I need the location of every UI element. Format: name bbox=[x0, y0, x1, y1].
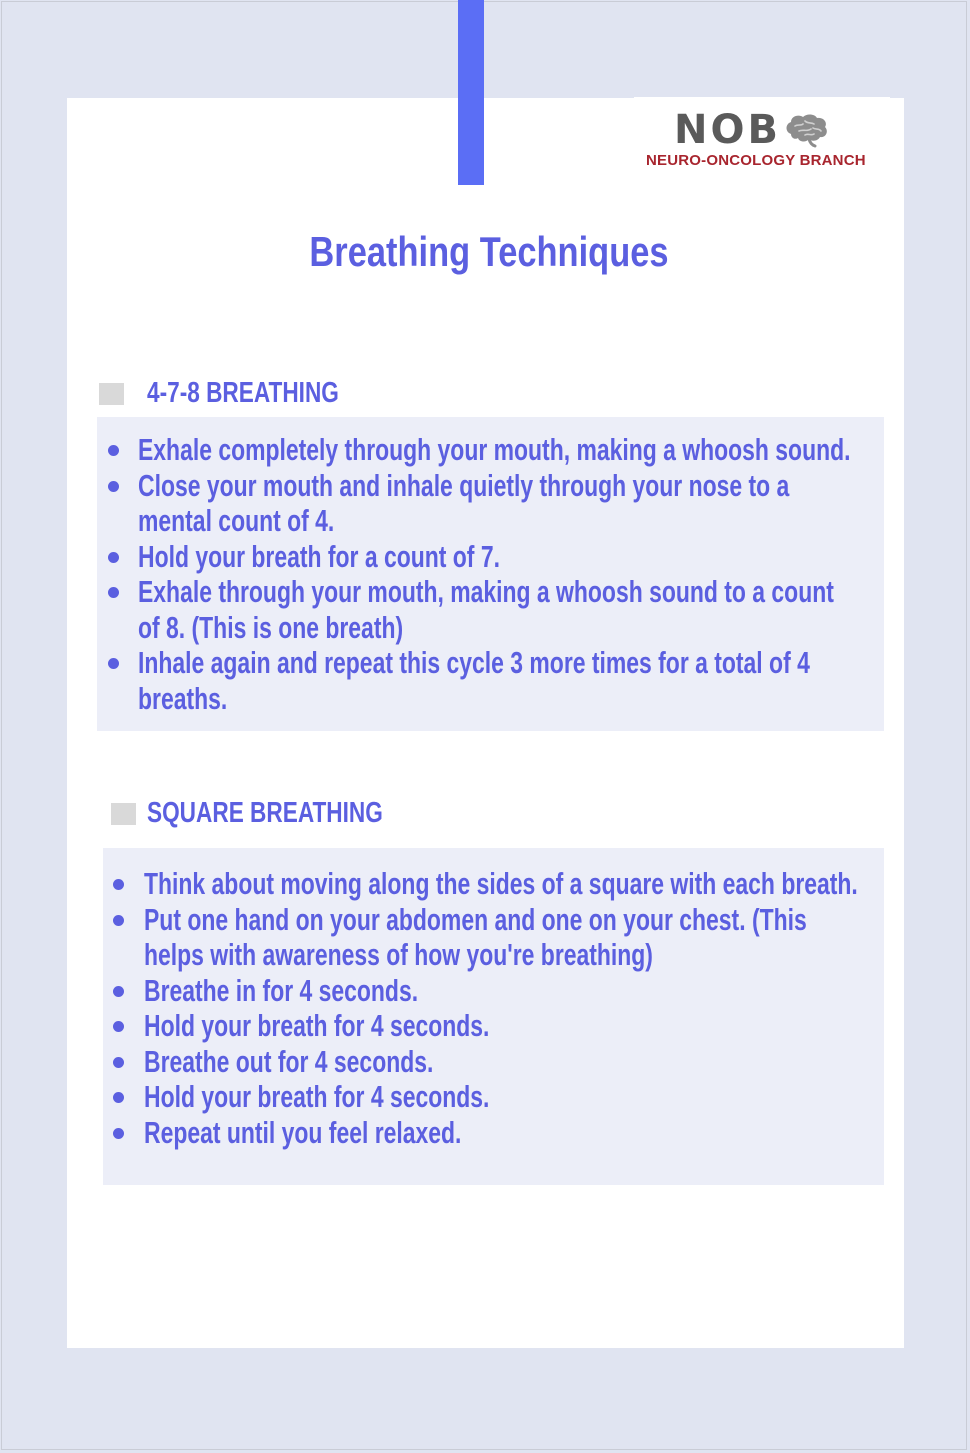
bullet-icon bbox=[108, 445, 119, 456]
brain-icon bbox=[783, 112, 829, 148]
section-heading-text: 4-7-8 BREATHING bbox=[147, 377, 339, 409]
bullet-icon bbox=[108, 552, 119, 563]
section-box-478 bbox=[97, 417, 884, 731]
list-item: Repeat until you feel relaxed. bbox=[103, 1115, 884, 1151]
heading-marker-icon bbox=[99, 383, 124, 405]
nob-logo bbox=[634, 97, 890, 177]
bullet-icon bbox=[113, 1021, 124, 1032]
section-heading-478 bbox=[99, 377, 393, 410]
instruction-list bbox=[103, 848, 884, 1150]
list-item: Exhale completely through your mouth, making a whoosh sound. bbox=[97, 432, 884, 468]
bullet-icon bbox=[113, 1128, 124, 1139]
section-heading-square bbox=[111, 797, 449, 830]
logo-subtitle: NEURO-ONCOLOGY BRANCH bbox=[646, 152, 866, 169]
section-heading-text: SQUARE BREATHING bbox=[147, 797, 383, 829]
list-item: Exhale through your mouth, making a whoosh sound to a count of 8. (This is one breath) bbox=[97, 574, 884, 645]
bullet-icon bbox=[108, 587, 119, 598]
instruction-list bbox=[97, 417, 884, 716]
logo-mark bbox=[674, 109, 829, 151]
page-title: Breathing Techniques bbox=[309, 228, 669, 275]
list-item: Think about moving along the sides of a square with each breath. bbox=[103, 866, 884, 902]
bullet-icon bbox=[113, 1057, 124, 1068]
section-box-square bbox=[103, 848, 884, 1185]
list-item: Hold your breath for a count of 7. bbox=[97, 539, 884, 575]
bullet-icon bbox=[113, 879, 124, 890]
bullet-icon bbox=[113, 915, 124, 926]
list-item: Breathe out for 4 seconds. bbox=[103, 1044, 884, 1080]
bullet-icon bbox=[113, 986, 124, 997]
list-item: Breathe in for 4 seconds. bbox=[103, 973, 884, 1009]
bullet-icon bbox=[108, 481, 119, 492]
bullet-icon bbox=[108, 658, 119, 669]
list-item: Inhale again and repeat this cycle 3 more times for a total of 4 breaths. bbox=[97, 645, 884, 716]
bullet-icon bbox=[113, 1092, 124, 1103]
list-item: Close your mouth and inhale quietly through your nose to a mental count of 4. bbox=[97, 468, 884, 539]
accent-bar bbox=[458, 0, 484, 185]
list-item: Hold your breath for 4 seconds. bbox=[103, 1079, 884, 1115]
heading-marker-icon bbox=[111, 803, 136, 825]
list-item: Put one hand on your abdomen and one on your chest. (This helps with awareness of how you're breathing) bbox=[103, 902, 884, 973]
list-item: Hold your breath for 4 seconds. bbox=[103, 1008, 884, 1044]
logo-name: NOB bbox=[674, 107, 781, 153]
